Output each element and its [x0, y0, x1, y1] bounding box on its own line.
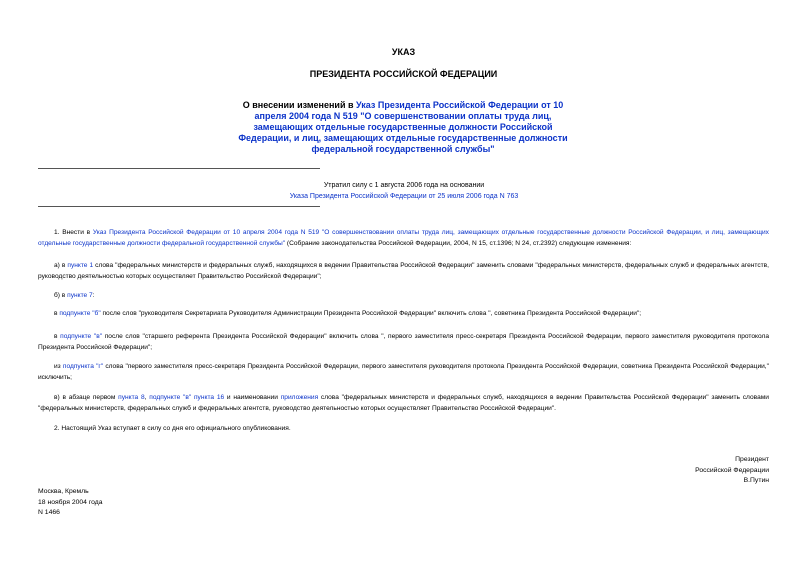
pv-suffix: слова "федеральных министерств и федеральных служб, находящихся в ведении Правительства Российской Федерации" заменить словами "федеральных министерств, федеральных служб и федеральных агентств, руководство деятельностью которых осуществляет Правительство Российской Федерации".	[38, 394, 769, 412]
pb2-suffix: после слов "старшего референта Президента Российской Федерации" включить слова ", первого заместителя пресс-секретаря Президента Российской Федерации, первого заместителя руководителя протокола Президента Российской Федерации";	[38, 333, 769, 351]
pa-prefix: а) в	[54, 262, 68, 269]
pb-prefix: б) в	[54, 292, 68, 299]
pb1-link[interactable]: подпункте "б"	[59, 310, 101, 317]
pv-sep-2: и наименовании	[224, 394, 281, 401]
pa-suffix: слова "федеральных министерств и федеральных служб, находящихся в ведении Правительства Российской Федерации" заменить словами "федеральных министерств, федеральных служб и федеральных агентств, руководство деятельностью которых осуществляет Правительство Российской Федерации";	[38, 262, 770, 280]
pb3-link[interactable]: подпункта "г"	[62, 363, 104, 370]
lost-force-link[interactable]: Указа Президента Российской Федерации от 25 июля 2006 года N 763	[289, 193, 519, 200]
decree-number: N 1466	[38, 509, 60, 516]
pb3-suffix: слова "первого заместителя пресс-секретаря Президента Российской Федерации, первого заместителя руководителя протокола Президента Российской Федерации, советника Президента Российской Федерации," исключить;	[38, 363, 769, 381]
pb3-prefix: из	[54, 363, 63, 370]
signature-name: В.Путин	[743, 477, 769, 484]
doc-subject	[228, 100, 578, 155]
divider-top	[38, 168, 320, 169]
sign-date: 18 ноября 2004 года	[38, 498, 103, 506]
pb-link[interactable]: пункте 7	[67, 292, 93, 299]
p1-decree-link[interactable]: Указ Президента Российской Федерации от 10 апреля 2004 года N 519 "О совершенствовании оплаты труда лиц, замещающих отдельные государственные должности Российской Федерации, и лиц, замещающих отдельные государственные должности федеральной государственной службы"	[38, 229, 769, 247]
pb2-link[interactable]: подпункте "в"	[60, 333, 103, 340]
paragraph-b2	[38, 332, 769, 353]
pv-link-appendix[interactable]: приложения	[280, 394, 319, 401]
paragraph-b	[38, 291, 769, 302]
signature-position: Президент	[735, 456, 769, 463]
pb1-suffix: после слов "руководителя Секретариата Руководителя Администрации Президента Российской Федерации" включить слова ", советника Президента Российской Федерации";	[100, 310, 642, 317]
doc-issuer-title: ПРЕЗИДЕНТА РОССИЙСКОЙ ФЕДЕРАЦИИ	[309, 69, 498, 79]
lost-force-text: Утратил силу с 1 августа 2006 года на основании	[323, 182, 485, 189]
pv-link-item-8[interactable]: пункта 8	[118, 394, 145, 401]
paragraph-v	[38, 393, 769, 414]
paragraph-a	[38, 261, 769, 282]
signature-block	[600, 455, 769, 487]
pb-suffix: :	[92, 292, 95, 299]
pb1-prefix: в	[54, 310, 60, 317]
signature-country: Российской Федерации	[695, 466, 769, 474]
p1-suffix: (Собрание законодательства Российской Федерации, 2004, N 15, ст.1396; N 24, ст.2392) следующие изменения:	[285, 239, 632, 247]
subject-decree-link[interactable]: Указ Президента Российской Федерации от 10 апреля 2004 года N 519 "О совершенствовании оплаты труда лиц, замещающих отдельные государственные должности Российской Федерации, и лиц, замещающих отдельные государственные должности федеральной государственной службы"	[238, 100, 568, 154]
subject-prefix: О внесении изменений в	[242, 100, 357, 110]
divider-bottom	[38, 206, 320, 207]
place-date-block	[38, 487, 238, 519]
paragraph-b3	[38, 362, 769, 383]
pv-sep-1: ,	[144, 394, 150, 401]
pa-link[interactable]: пункте 1	[67, 262, 94, 269]
place-name: Москва, Кремль	[38, 488, 89, 495]
p1-prefix: 1. Внести в	[54, 229, 93, 236]
paragraph-b1	[38, 309, 769, 320]
doc-type-title: УКАЗ	[391, 47, 416, 57]
paragraph-1	[38, 228, 769, 249]
paragraph-2: 2. Настоящий Указ вступает в силу со дня его официального опубликования.	[54, 425, 291, 432]
lost-force-note	[200, 180, 608, 202]
pb2-prefix: в	[54, 333, 61, 340]
pv-link-item-16[interactable]: подпункте "в" пункта 16	[149, 394, 225, 401]
pv-prefix: в) в абзаце первом	[54, 394, 119, 401]
